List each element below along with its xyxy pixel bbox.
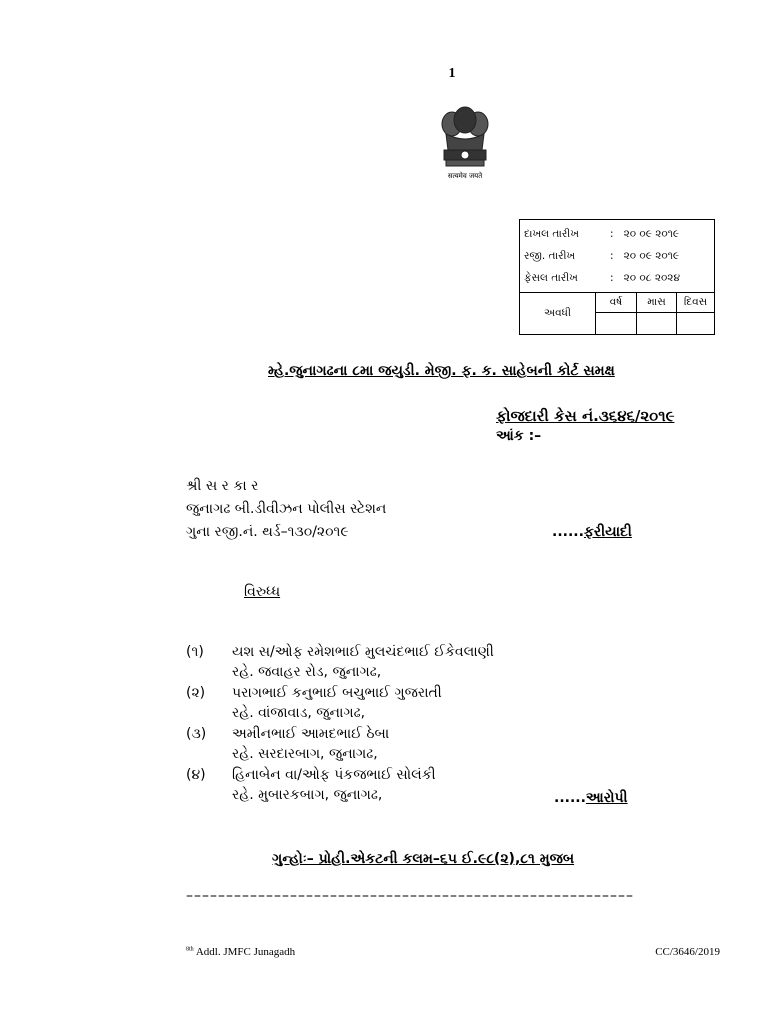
registration-date-row <box>520 245 714 267</box>
filing-date-value: ૨૦ ૦૯ ૨૦૧૯ <box>623 228 680 240</box>
accused-number: (૨) <box>186 685 206 701</box>
accused-number: (૪) <box>186 767 206 783</box>
role-label: આરોપી <box>585 790 628 806</box>
ashoka-emblem-icon <box>420 100 510 188</box>
complainant-line2: જુનાગઢ બી.ડીવીઝન પોલીસ સ્ટેશન <box>186 501 387 517</box>
colon: : <box>610 272 614 284</box>
ank-label: આંક :– <box>496 428 542 444</box>
filing-date-row <box>520 223 714 245</box>
registration-date-value: ૨૦ ૦૯ ૨૦૧૯ <box>623 250 680 262</box>
year-value <box>596 313 637 335</box>
accused-3-address: રહે. સરદારબાગ, જુનાગઢ, <box>232 746 378 762</box>
complainant-line3: ગુના રજી.નં. થર્ડ–૧૩૦/૨૦૧૯ <box>186 524 349 540</box>
emblem-motto: सत्यमेव जयते <box>447 172 483 180</box>
accused-2-address: રહે. વાંજાવાડ, જુનાગઢ, <box>232 705 366 721</box>
accused-name: યશ સ/ઓફ રમેશભાઈ મુલચંદભાઈ ઈકેવલાણી <box>232 644 494 660</box>
accused-list <box>186 644 494 808</box>
versus-label: વિરુધ્ધ <box>244 584 281 600</box>
accused-number: (૩) <box>186 726 207 742</box>
accused-1-address: રહે. જવાહર રોડ, જુનાગઢ, <box>232 664 382 680</box>
accused-4-name-row <box>186 767 494 787</box>
footer-case-ref: CC/3646/2019 <box>655 946 720 958</box>
role-dots: ...... <box>552 524 584 540</box>
accused-1-name-row <box>186 644 494 664</box>
year-label: વર્ષ <box>596 293 637 313</box>
duration-label: અવધી <box>520 293 596 335</box>
footer-sup: 8th <box>186 946 194 953</box>
footer-court <box>186 946 295 958</box>
complainant-line1: શ્રી સ ર કા ર <box>186 478 259 494</box>
role-label: ફરીયાદી <box>583 524 632 540</box>
registration-date-label: રજી. તારીખ <box>524 250 576 262</box>
complainant-role <box>552 524 632 540</box>
accused-name: અમીનભાઈ આમદભાઈ ઠેબા <box>232 726 390 742</box>
accused-role <box>554 790 628 806</box>
colon: : <box>610 250 614 262</box>
case-number: ફોજદારી કેસ નં.૩૬૪૬/૨૦૧૯ <box>496 407 675 425</box>
footer-court-label: Addl. JMFC Junagadh <box>193 946 296 958</box>
colon: : <box>610 228 614 240</box>
filing-date-label: દાખલ તારીખ <box>524 228 579 240</box>
decision-date-label: ફેસલ તારીખ <box>524 272 578 284</box>
role-dots: ...... <box>554 790 586 806</box>
accused-2-name-row <box>186 685 494 705</box>
day-label: દિવસ <box>677 293 715 313</box>
page-number: 1 <box>448 66 456 81</box>
separator-line: –––––––––––––––––––––––––––––––––––––––––––––––––––––––– <box>186 888 634 904</box>
decision-date-row <box>520 267 714 289</box>
accused-number: (૧) <box>186 644 204 660</box>
month-label: માસ <box>637 293 677 313</box>
day-value <box>677 313 715 335</box>
accused-name: પરાગભાઈ કનુભાઈ બચુભાઈ ગુજરાતી <box>232 685 442 701</box>
court-heading: મ્હે.જુનાગઢના ૮મા જયુડી. મેજી. ફ. ક. સાહેબની કોર્ટ સમક્ષ <box>268 363 615 379</box>
decision-date-value: ૨૦ ૦૮ ૨૦૨૪ <box>623 272 680 284</box>
accused-name: હિનાબેન વા/ઓફ પંકજભાઈ સોલંકી <box>232 767 436 783</box>
offence-heading: ગુન્હોઃ– પ્રોહી.એકટની કલમ–૬૫ ઈ.૯૮(૨),૮૧ મુજબ <box>272 851 575 867</box>
date-table <box>519 219 715 335</box>
month-value <box>637 313 677 335</box>
accused-4-address: રહે. મુબારકબાગ, જુનાગઢ, <box>232 787 383 803</box>
accused-3-name-row <box>186 726 494 746</box>
